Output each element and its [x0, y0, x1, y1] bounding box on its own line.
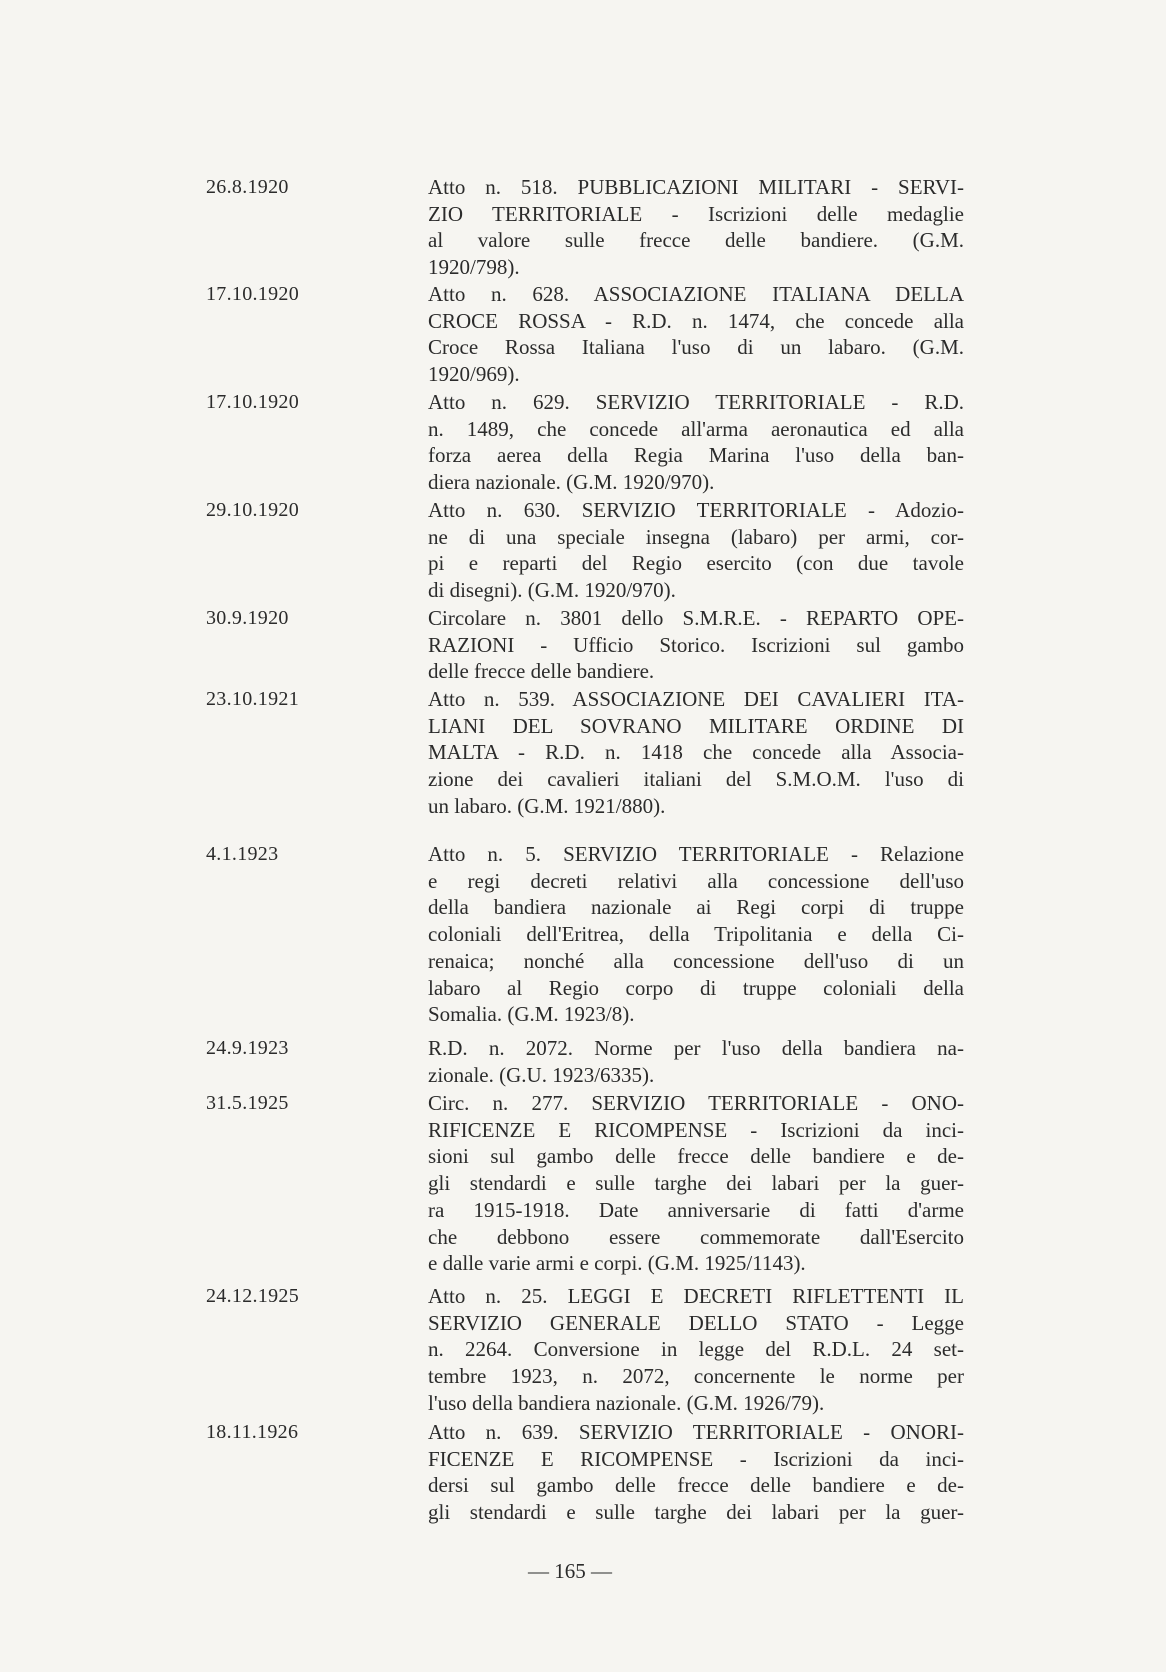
- entry-line: RIFICENZE E RICOMPENSE - Iscrizioni da inci-: [428, 1117, 964, 1142]
- entry-line: della bandiera nazionale ai Regi corpi di truppe: [428, 895, 964, 920]
- entry-text: [428, 1419, 964, 1526]
- entry-line: Circ. n. 277. SERVIZIO TERRITORIALE - ONO-: [428, 1091, 964, 1115]
- entry-date: 24.9.1923: [206, 1037, 289, 1059]
- entry-line: gli stendardi e sulle targhe dei labari per la guer-: [428, 1171, 964, 1196]
- entry-line: gli stendardi e sulle targhe dei labari per la guer-: [428, 1500, 964, 1525]
- entry-date: 30.9.1920: [206, 607, 289, 629]
- entry-line: al valore sulle frecce delle bandiere. (G.M.: [428, 228, 964, 253]
- entry-date: 31.5.1925: [206, 1092, 289, 1114]
- entry-text: [428, 281, 964, 388]
- entry-line: MALTA - R.D. n. 1418 che concede alla Associa-: [428, 740, 964, 765]
- entry-text: [428, 1283, 964, 1417]
- entry-line: FICENZE E RICOMPENSE - Iscrizioni da inci-: [428, 1446, 964, 1471]
- entry-line: R.D. n. 2072. Norme per l'uso della bandiera na-: [428, 1036, 964, 1060]
- entry-line: Atto n. 539. ASSOCIAZIONE DEI CAVALIERI ITA-: [428, 687, 964, 711]
- entry-date: 29.10.1920: [206, 499, 299, 521]
- entry-line: SERVIZIO GENERALE DELLO STATO - Legge: [428, 1310, 964, 1335]
- entry-line: labaro al Regio corpo di truppe coloniali della: [428, 975, 964, 1000]
- entry-line: forza aerea della Regia Marina l'uso della ban-: [428, 443, 964, 468]
- entry-line: ne di una speciale insegna (labaro) per armi, cor-: [428, 524, 964, 549]
- entry-text: [428, 1035, 964, 1088]
- entry-line: Atto n. 629. SERVIZIO TERRITORIALE - R.D.: [428, 390, 964, 414]
- entry-line: pi e reparti del Regio esercito (con due tavole: [428, 551, 964, 576]
- entry-date: 26.8.1920: [206, 176, 289, 198]
- entry-line: zionale. (G.U. 1923/6335).: [428, 1062, 655, 1087]
- entry-line: ZIO TERRITORIALE - Iscrizioni delle medaglie: [428, 201, 964, 226]
- entry-line: Circolare n. 3801 dello S.M.R.E. - REPARTO OPE-: [428, 606, 964, 630]
- entry-line: e regi decreti relativi alla concessione dell'uso: [428, 868, 964, 893]
- entry-line: un labaro. (G.M. 1921/880).: [428, 793, 666, 818]
- entry-line: tembre 1923, n. 2072, concernente le norme per: [428, 1364, 964, 1389]
- entry-line: n. 1489, che concede all'arma aeronautica ed alla: [428, 416, 964, 441]
- entry-line: Croce Rossa Italiana l'uso di un labaro. (G.M.: [428, 335, 964, 360]
- entry-text: [428, 174, 964, 281]
- entry-line: l'uso della bandiera nazionale. (G.M. 1926/79).: [428, 1390, 825, 1415]
- entry-line: e dalle varie armi e corpi. (G.M. 1925/1143).: [428, 1251, 806, 1276]
- entry-line: delle frecce delle bandiere.: [428, 659, 655, 684]
- entry-line: CROCE ROSSA - R.D. n. 1474, che concede alla: [428, 308, 964, 333]
- entry-line: RAZIONI - Ufficio Storico. Iscrizioni sul gambo: [428, 632, 964, 657]
- entry-line: coloniali dell'Eritrea, della Tripolitania e della Ci-: [428, 922, 964, 947]
- entry-line: Atto n. 630. SERVIZIO TERRITORIALE - Adozio-: [428, 498, 964, 522]
- entry-line: renaica; nonché alla concessione dell'uso di un: [428, 948, 964, 973]
- entry-text: [428, 1090, 964, 1277]
- entry-text: [428, 605, 964, 685]
- entry-line: sioni sul gambo delle frecce delle bandiere e de-: [428, 1144, 964, 1169]
- entry-line: zione dei cavalieri italiani del S.M.O.M. l'uso di: [428, 767, 964, 792]
- entry-text: [428, 841, 964, 1028]
- entry-line: 1920/798).: [428, 255, 520, 280]
- entry-date: 4.1.1923: [206, 843, 279, 865]
- entry-text: [428, 497, 964, 604]
- entry-line: dersi sul gambo delle frecce delle bandiere e de-: [428, 1473, 964, 1498]
- entry-date: 17.10.1920: [206, 391, 299, 413]
- entry-line: ra 1915-1918. Date anniversarie di fatti d'arme: [428, 1197, 964, 1222]
- entry-line: 1920/969).: [428, 362, 520, 387]
- entry-line: Atto n. 5. SERVIZIO TERRITORIALE - Relazione: [428, 842, 964, 866]
- entry-date: 23.10.1921: [206, 688, 299, 710]
- entry-text: [428, 389, 964, 496]
- page-number: — 165 —: [528, 1559, 612, 1583]
- entry-line: Atto n. 25. LEGGI E DECRETI RIFLETTENTI IL: [428, 1284, 964, 1308]
- entry-date: 17.10.1920: [206, 283, 299, 305]
- entry-line: di disegni). (G.M. 1920/970).: [428, 578, 676, 603]
- entry-line: Atto n. 639. SERVIZIO TERRITORIALE - ONORI-: [428, 1420, 964, 1444]
- entry-line: Somalia. (G.M. 1923/8).: [428, 1002, 635, 1027]
- entry-line: Atto n. 518. PUBBLICAZIONI MILITARI - SERVI-: [428, 175, 964, 199]
- entry-date: 18.11.1926: [206, 1421, 299, 1443]
- entry-line: n. 2264. Conversione in legge del R.D.L. 24 set-: [428, 1337, 964, 1362]
- entry-line: diera nazionale. (G.M. 1920/970).: [428, 470, 715, 495]
- entry-date: 24.12.1925: [206, 1285, 299, 1307]
- entry-line: che debbono essere commemorate dall'Esercito: [428, 1224, 964, 1249]
- entry-line: Atto n. 628. ASSOCIAZIONE ITALIANA DELLA: [428, 282, 964, 306]
- entry-text: [428, 686, 964, 820]
- entry-line: LIANI DEL SOVRANO MILITARE ORDINE DI: [428, 713, 964, 738]
